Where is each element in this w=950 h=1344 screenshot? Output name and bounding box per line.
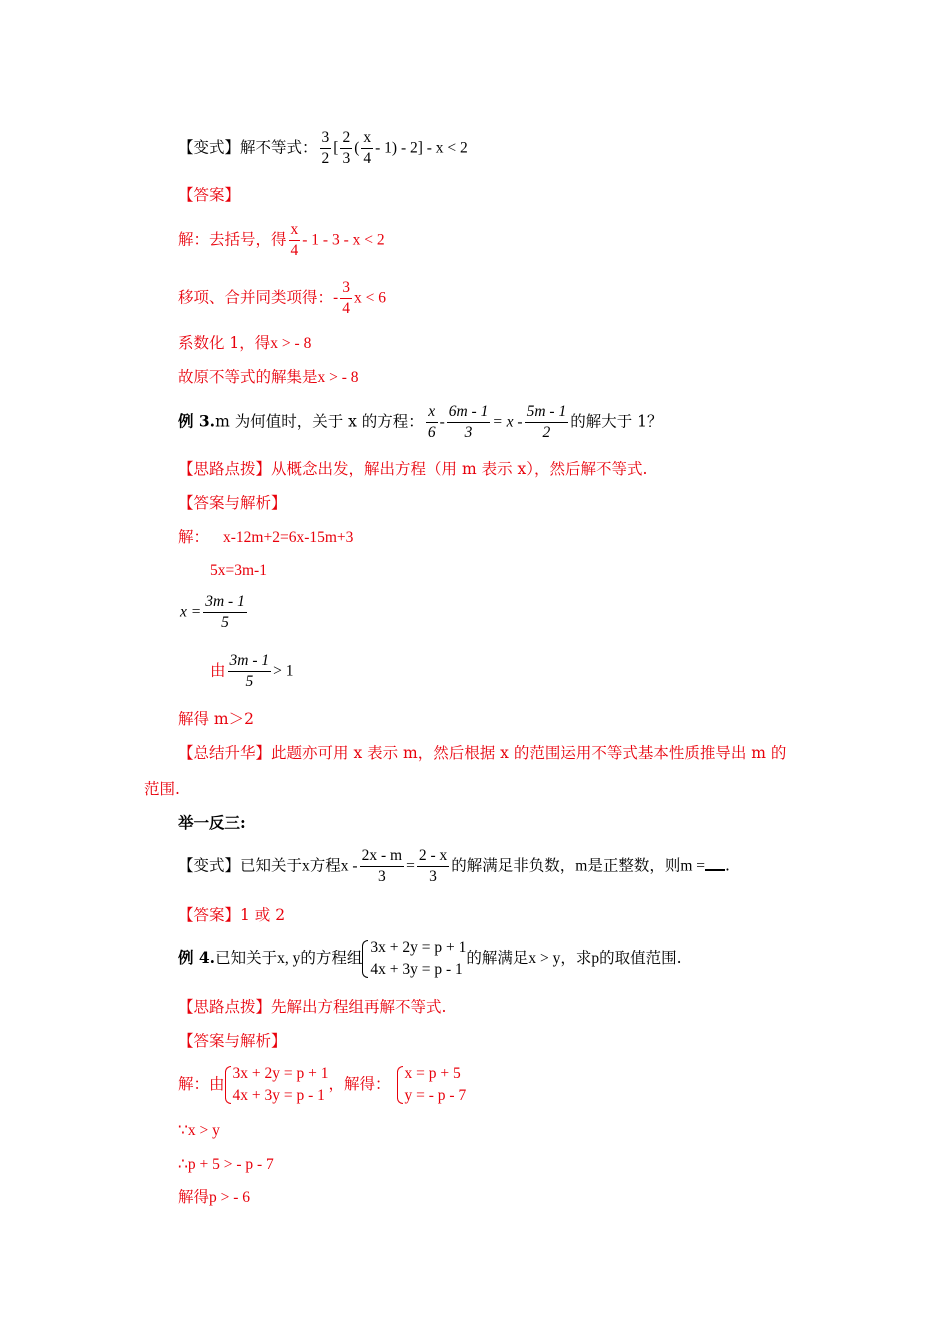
fraction: $\frac{x}{6}$ bbox=[427, 403, 436, 441]
inequality-tail: - 1) - 2] - x < 2 bbox=[375, 139, 468, 157]
variant-2: 【变式】已知关于x方程x - $\frac{2x - m}{3}$ = $\frac{2 - x}{3}$ 的解满足非负数，m是正整数，则m = . bbox=[178, 847, 730, 885]
answer-analysis-tag-4: 【答案与解析】 bbox=[178, 1032, 287, 1050]
fraction: $\frac{x}{4}$ bbox=[363, 129, 372, 167]
fraction: $\frac{2}{3}$ bbox=[342, 129, 351, 167]
answer-step-4: 故原不等式的解集是x > - 8 bbox=[178, 368, 359, 386]
practice-heading: 举一反三: bbox=[178, 813, 246, 832]
solution-line-3: x = $\frac{3m - 1}{5}$ bbox=[180, 593, 245, 631]
example-number: 例 3. bbox=[178, 411, 216, 431]
example-3: 例 3.m 为何值时，关于 x 的方程： $\frac{x}{6}$ - $\frac{6m - 1}{3}$ = x - $\frac{5m - 1}{2}$ 的解大于 1？ bbox=[178, 403, 663, 441]
variant-tag: 【变式】 bbox=[178, 138, 241, 157]
fraction: $\frac{x}{4}$ bbox=[290, 221, 299, 259]
solution-line-5: 解得 m＞2 bbox=[178, 710, 254, 728]
solution-4-line-4: 解得p > - 6 bbox=[178, 1188, 251, 1206]
variant-lead: 解不等式： bbox=[240, 138, 318, 157]
solution-line-4: 由 $\frac{3m - 1}{5}$ > 1 bbox=[210, 652, 294, 690]
hint: 【思路点拨】从概念出发，解出方程（用 m 表示 x），然后解不等式. bbox=[178, 460, 648, 478]
fraction: $\frac{2 - x}{3}$ bbox=[418, 847, 448, 885]
variant-1: 【变式】解不等式： $\frac{3}{2}$ [ $\frac{2}{3}$ ( $\frac{x}{4}$ - 1) - 2] - x < 2 bbox=[178, 129, 468, 167]
fraction: $\frac{3m - 1}{5}$ bbox=[205, 593, 245, 631]
example-number: 例 4. bbox=[178, 948, 216, 967]
answer-step-2: 移项、合并同类项得：- $\frac{3}{4}$ x < 6 bbox=[178, 279, 386, 317]
summary: 【总结升华】此题亦可用 x 表示 m，然后根据 x 的范围运用不等式基本性质推导出 m 的 bbox=[178, 744, 787, 762]
answer-tag: 【答案】 bbox=[178, 186, 241, 204]
answer-step-3: 系数化 1，得x > - 8 bbox=[178, 334, 312, 352]
fraction: $\frac{5m - 1}{2}$ bbox=[526, 403, 567, 441]
fraction: $\frac{3}{2}$ bbox=[321, 129, 330, 167]
equation-system: 3x + 2y = p + 1 4x + 3y = p - 1 bbox=[362, 937, 466, 981]
solution-4-line-1: 解：由 3x + 2y = p + 1 4x + 3y = p - 1 ，解得： x = p + 5 y = - p - 7 bbox=[178, 1063, 466, 1107]
fraction: $\frac{3m - 1}{5}$ bbox=[229, 652, 270, 690]
example-4: 例 4.已知关于x, y的方程组 3x + 2y = p + 1 4x + 3y = p - 1 的解满足x > y，求p的取值范围. bbox=[178, 937, 682, 981]
fraction: $\frac{2x - m}{3}$ bbox=[361, 847, 403, 885]
solution-4-line-3: ∴p + 5 > - p - 7 bbox=[178, 1155, 274, 1173]
fraction: $\frac{3}{4}$ bbox=[342, 279, 350, 317]
fraction: $\frac{6m - 1}{3}$ bbox=[448, 403, 489, 441]
solution-system: x = p + 5 y = - p - 7 bbox=[397, 1063, 467, 1107]
solution-line-2: 5x=3m-1 bbox=[210, 562, 267, 579]
solution-4-line-2: ∵x > y bbox=[178, 1121, 220, 1139]
equation-system: 3x + 2y = p + 1 4x + 3y = p - 1 bbox=[225, 1063, 329, 1107]
hint-4: 【思路点拨】先解出方程组再解不等式. bbox=[178, 998, 447, 1016]
solution-line-1: 解： x-12m+2=6x-15m+3 bbox=[178, 528, 354, 546]
summary-cont: 范围. bbox=[144, 780, 180, 798]
answer-analysis-tag: 【答案与解析】 bbox=[178, 494, 287, 512]
variant-2-answer: 【答案】1 或 2 bbox=[178, 906, 286, 924]
answer-blank bbox=[705, 857, 725, 871]
answer-step-1: 解：去括号，得 $\frac{x}{4}$ - 1 - 3 - x < 2 bbox=[178, 221, 385, 259]
